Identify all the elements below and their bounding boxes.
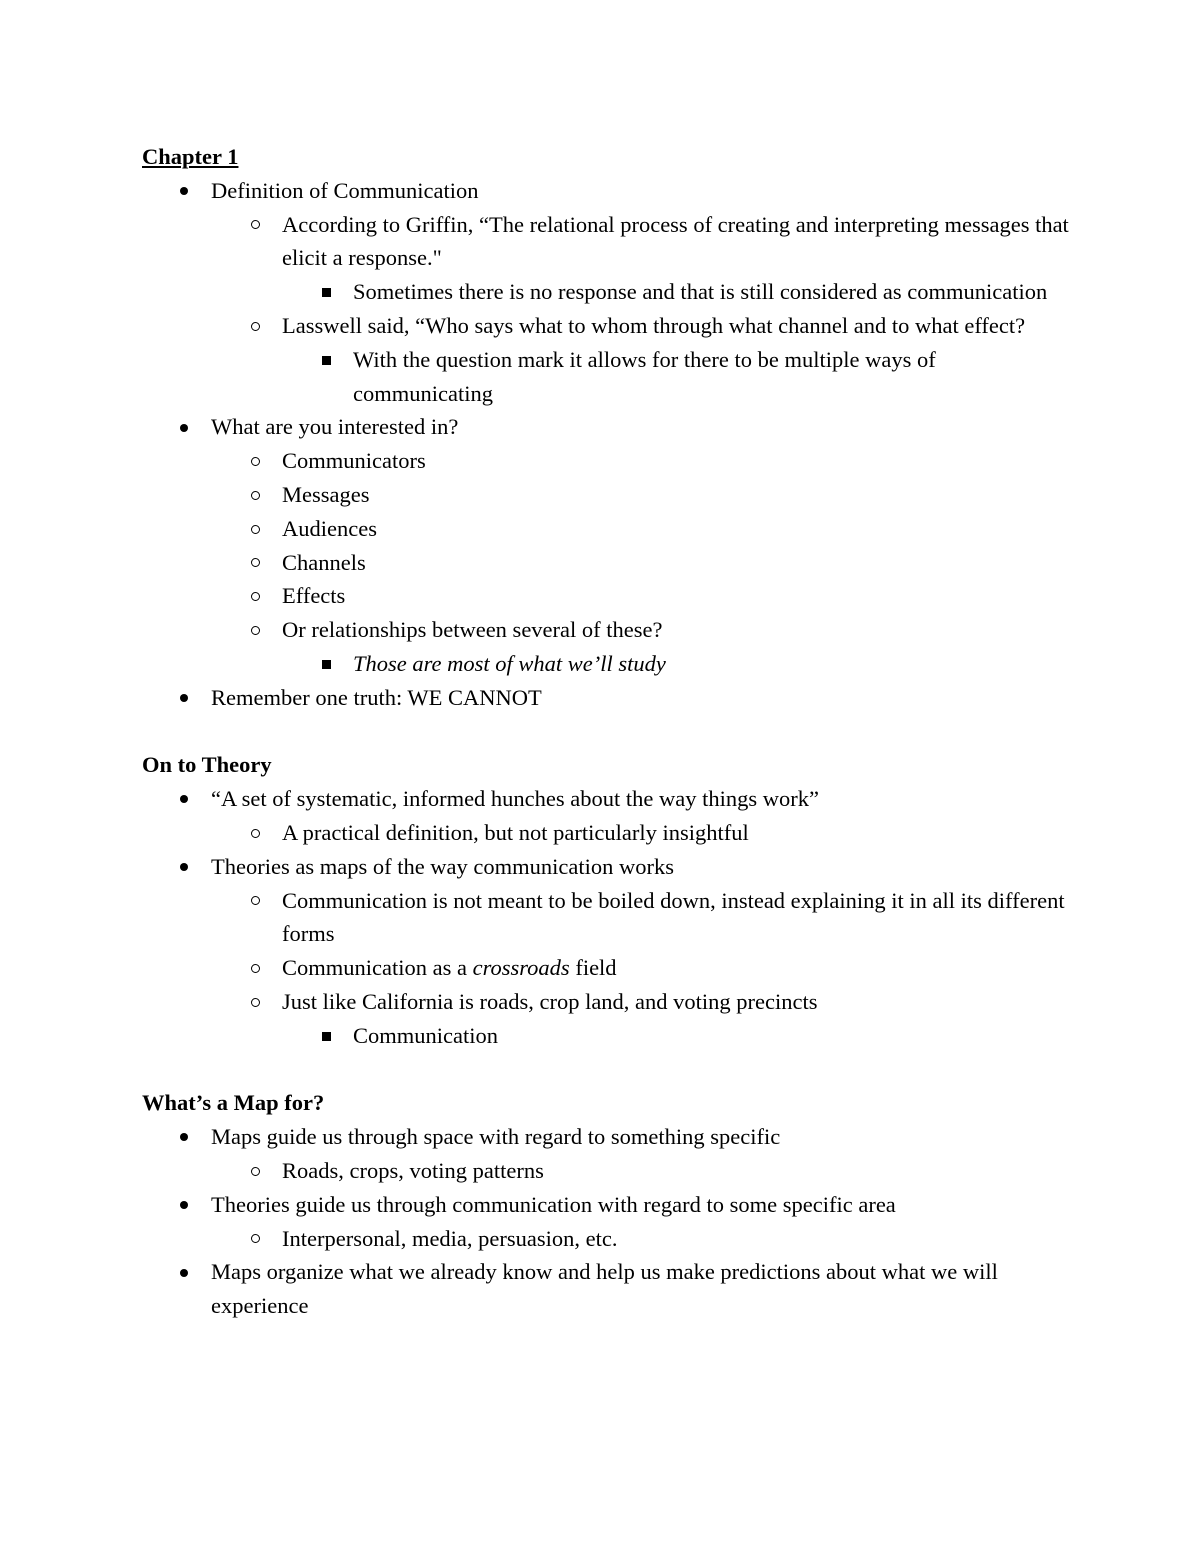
hollow-circle-bullet-icon	[245, 208, 265, 242]
list-item: Definition of Communication	[142, 174, 1072, 208]
list-item: Theories guide us through communication with regard to some specific area	[142, 1188, 1072, 1222]
filled-circle-bullet-icon	[174, 782, 194, 816]
emphasis-text: crossroads	[472, 955, 570, 981]
hollow-circle-bullet-icon	[245, 1222, 265, 1256]
list-item: Audiences	[142, 512, 1072, 546]
filled-circle-bullet-icon	[174, 850, 194, 884]
section-spacer	[142, 1053, 1072, 1087]
list-item: With the question mark it allows for there to be multiple ways of communicating	[142, 343, 1072, 411]
section-heading-whats-a-map-for: What’s a Map for?	[142, 1090, 325, 1116]
list-item: Messages	[142, 478, 1072, 512]
filled-circle-bullet-icon	[174, 681, 194, 715]
hollow-circle-bullet-icon	[245, 512, 265, 546]
list-item: Communication	[142, 1019, 1072, 1053]
list-item: Maps guide us through space with regard to something specific	[142, 1120, 1072, 1154]
hollow-circle-bullet-icon	[245, 309, 265, 343]
hollow-circle-bullet-icon	[245, 816, 265, 850]
filled-circle-bullet-icon	[174, 410, 194, 444]
list-item: Communication as a crossroads field	[142, 951, 1072, 985]
list-item: Lasswell said, “Who says what to whom through what channel and to what effect?	[142, 309, 1072, 343]
list-item: Theories as maps of the way communication works	[142, 850, 1072, 884]
list-item: Effects	[142, 579, 1072, 613]
hollow-circle-bullet-icon	[245, 951, 265, 985]
hollow-circle-bullet-icon	[245, 444, 265, 478]
hollow-circle-bullet-icon	[245, 579, 265, 613]
hollow-circle-bullet-icon	[245, 884, 265, 918]
square-bullet-icon	[316, 275, 336, 309]
list-item: Communicators	[142, 444, 1072, 478]
document-page	[142, 140, 1072, 1323]
list-item: Remember one truth: WE CANNOT	[142, 681, 1072, 715]
list-item: According to Griffin, “The relational process of creating and interpreting messages that elicit a response."	[142, 208, 1072, 276]
hollow-circle-bullet-icon	[245, 613, 265, 647]
section-heading-on-to-theory: On to Theory	[142, 752, 272, 778]
filled-circle-bullet-icon	[174, 1188, 194, 1222]
hollow-circle-bullet-icon	[245, 478, 265, 512]
list-item: Sometimes there is no response and that is still considered as communication	[142, 275, 1072, 309]
list-item: Channels	[142, 546, 1072, 580]
filled-circle-bullet-icon	[174, 174, 194, 208]
list-item: “A set of systematic, informed hunches about the way things work”	[142, 782, 1072, 816]
hollow-circle-bullet-icon	[245, 546, 265, 580]
square-bullet-icon	[316, 343, 336, 377]
square-bullet-icon	[316, 647, 336, 681]
hollow-circle-bullet-icon	[245, 1154, 265, 1188]
hollow-circle-bullet-icon	[245, 985, 265, 1019]
list-item: Just like California is roads, crop land, and voting precincts	[142, 985, 1072, 1019]
section-spacer	[142, 715, 1072, 749]
list-item: What are you interested in?	[142, 410, 1072, 444]
section-heading-chapter-1: Chapter 1	[142, 144, 239, 169]
list-item: Communication is not meant to be boiled down, instead explaining it in all its different forms	[142, 884, 1072, 952]
square-bullet-icon	[316, 1019, 336, 1053]
list-item: Maps organize what we already know and help us make predictions about what we will experience	[142, 1255, 1072, 1323]
list-item: Roads, crops, voting patterns	[142, 1154, 1072, 1188]
filled-circle-bullet-icon	[174, 1120, 194, 1154]
list-item: Those are most of what we’ll study	[142, 647, 1072, 681]
list-item: A practical definition, but not particularly insightful	[142, 816, 1072, 850]
filled-circle-bullet-icon	[174, 1255, 194, 1289]
list-item: Or relationships between several of these?	[142, 613, 1072, 647]
list-item: Interpersonal, media, persuasion, etc.	[142, 1222, 1072, 1256]
